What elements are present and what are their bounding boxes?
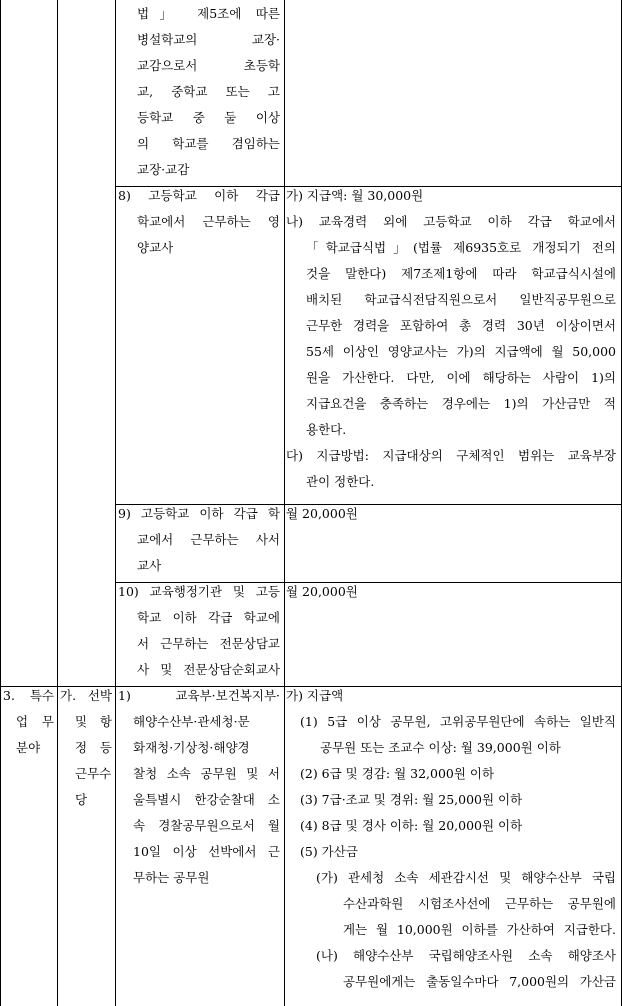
table-cell-text: 원을 가산한다. 다만, 이에 해당하는 사람이 1)의 (306, 370, 616, 385)
table-cell-text: 관이 정한다. (306, 474, 375, 489)
table-cell-text: 근무한 경력을 포함하여 총 경력 30년 이상이면서 (306, 318, 616, 333)
table-cell-text: 용한다. (306, 422, 347, 437)
table-cell-text: (1) 5급 이상 공무원, 고위공무원단에 속하는 일반직 (300, 714, 616, 729)
table-cell-text: 학교에서 근무하는 영 (137, 214, 280, 229)
table-cell-text: 8) 고등학교 이하 각급 (118, 188, 280, 203)
table-cell-text: 울특별시 한강순찰대 소 (133, 792, 280, 807)
table-cell-text: 해양수산부·관세청·문 (133, 714, 250, 729)
table-cell-text: 월 20,000원 (286, 584, 358, 599)
table-cell-text: 법」 제5조에 따른 (137, 6, 280, 21)
table-cell-text: 게는 월 10,000원 이하를 가산하여 지급한다. (343, 922, 616, 937)
table-column-divider (57, 0, 58, 1006)
table-cell-text: 분야 (16, 740, 41, 755)
table-cell-text: 정 등 (75, 740, 112, 755)
table-cell-text: 교장·교감 (137, 162, 190, 177)
table-cell-text: (3) 7급·조교 및 경위: 월 25,000원 이하 (300, 792, 523, 807)
table-cell-text: 배치된 학교급식전담직원으로서 일반직공무원으로 (306, 292, 616, 307)
table-cell-text: 10일 이상 선박에서 근 (133, 844, 280, 859)
table-cell-text: 근무수 (75, 766, 112, 781)
table-cell-text: 다) 지급방법: 지급대상의 구체적인 범위는 교육부장 (286, 448, 616, 463)
table-border-left (0, 0, 1, 1006)
table-cell-text: 지급요건을 충족하는 경우에는 1)의 가산금만 적 (306, 396, 616, 411)
table-cell-text: 찰청 소속 공무원 및 서 (133, 766, 280, 781)
table-cell-text: 양교사 (137, 240, 174, 255)
table-cell-text: 학교 이하 각급 학교에 (137, 610, 280, 625)
table-cell-text: 교에서 근무하는 사서 (137, 532, 280, 547)
table-cell-text: 3. 특수 (3, 688, 54, 703)
table-cell-text: 공무원에게는 출동일수마다 7,000원의 가산금 (343, 974, 616, 989)
table-cell-text: 교, 중학교 또는 고 (137, 84, 280, 99)
table-cell-text: 등학교 중 둘 이상 (137, 110, 280, 125)
table-cell-text: 「학교급식법」(법률 제6935호로 개정되기 전의 (306, 240, 616, 255)
table-cell-text: (나) 해양수산부 국립해양조사원 소속 해양조사 (316, 948, 616, 963)
table-cell-text: 속 경찰공무원으로서 월 (133, 818, 280, 833)
table-cell-text: 무하는 공무원 (133, 870, 210, 885)
table-cell-text: 55세 이상인 영양교사는 가)의 지급액에 월 50,000 (306, 344, 616, 359)
table-cell-text: 가) 지급액 (286, 688, 344, 703)
table-cell-text: 1) 교육부·보건복지부· (118, 688, 280, 703)
table-cell-text: 의 학교를 겸임하는 (137, 136, 280, 151)
table-cell-text: (4) 8급 및 경사 이하: 월 20,000원 이하 (300, 818, 523, 833)
table-cell-text: 9) 고등학교 이하 각급 학 (118, 506, 280, 521)
table-column-divider (284, 0, 285, 1006)
table-cell-text: 병설학교의 교장· (137, 32, 280, 47)
table-cell-text: 서 근무하는 전문상담교 (137, 636, 280, 651)
table-cell-text: 교감으로서 초등학 (137, 58, 280, 73)
table-column-divider (115, 0, 116, 1006)
table-cell-text: (2) 6급 및 경감: 월 32,000원 이하 (300, 766, 495, 781)
table-cell-text: 수산과학원 시험조사선에 근무하는 공무원에 (343, 896, 616, 911)
table-cell-text: 화재청·기상청·해양경 (133, 740, 250, 755)
table-cell-text: 당 (75, 792, 88, 807)
table-cell-text: (가) 관세청 소속 세관감시선 및 해양수산부 국립 (316, 870, 616, 885)
table-cell-text: 것을 말한다) 제7조제1항에 따라 학교급식시설에 (306, 266, 616, 281)
table-cell-text: 교사 (137, 558, 162, 573)
table-cell-text: (5) 가산금 (300, 844, 358, 859)
table-cell-text: 가) 지급액: 월 30,000원 (286, 188, 424, 203)
table-cell-text: 업 무 (16, 714, 54, 729)
table-cell-text: 월 20,000원 (286, 506, 358, 521)
table-cell-text: 10) 교육행정기관 및 고등 (118, 584, 280, 599)
table-cell-text: 공무원 또는 조교수 이상: 월 39,000원 이하 (320, 740, 561, 755)
table-cell-text: 가. 선박 (60, 688, 112, 703)
table-cell-text: 사 및 전문상담순회교사 (137, 662, 280, 677)
table-cell-text: 나) 교육경력 외에 고등학교 이하 각급 학교에서 (286, 214, 616, 229)
table-cell-text: 및 항 (75, 714, 112, 729)
